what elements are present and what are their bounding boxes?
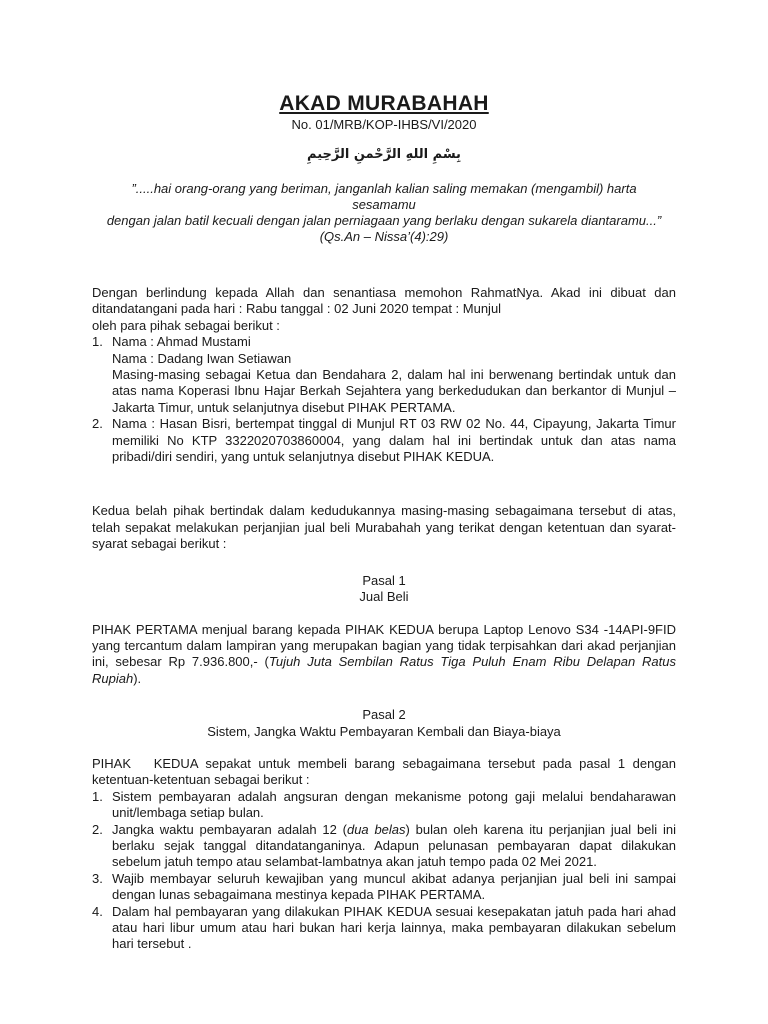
pasal-1-amount-words: Tujuh Juta Sembilan Ratus Tiga Puluh Enam Ribu Delapan Ratus Rupiah [92, 654, 676, 686]
bismillah-text: بِسْمِ اللهِ الرَّحْمنِ الرَّحِيمِ [307, 147, 461, 162]
pasal-1-text [92, 622, 676, 688]
item-number: 1. [92, 788, 103, 804]
item-text: Sistem pembayaran adalah angsuran dengan mekanisme potong gaji melalui bendaharawan unit/lembaga setiap bulan. [112, 788, 676, 821]
parties-list [92, 334, 676, 465]
item-text-b: ) bulan oleh karena itu perjanjian jual beli ini berlaku sejak tanggal ditandatanganinya. Adapun pelunasan pembayaran dapat dilakukan sebelum jatuh tempo atau selambat-lambatnya akan jatuh tempo pada 02 Mei 2021. [112, 821, 676, 870]
pasal-1-title: Jual Beli [359, 589, 409, 605]
party-name-2: Nama : Dadang Iwan Setiawan [112, 350, 292, 366]
pasal-2-item-4 [92, 904, 676, 953]
document-title: AKAD MURABAHAH [279, 92, 489, 115]
item-text: Dalam hal pembayaran yang dilakukan PIHAK KEDUA sesuai kesepakatan jatuh pada hari ahad atau hari libur umum atau hari bukan hari kerja lainnya, maka pembayaran dilakukan sebelum hari tersebut . [112, 903, 676, 952]
opening-section [92, 285, 676, 465]
party-number: 2. [92, 416, 103, 432]
party-description: Masing-masing sebagai Ketua dan Bendahara 2, dalam hal ini berwenang bertindak untuk dan atas nama Koperasi Ibnu Hajar Berkah Sejahtera yang berkedudukan dan berkantor di Munjul – Jakarta Timur, untuk selanjutnya disebut PIHAK PERTAMA. [112, 367, 676, 415]
quote-line-1: ”.....hai orang-orang yang beriman, janganlah kalian saling memakan (mengambil) harta sesamamu [131, 181, 637, 212]
quote-source: (Qs.An – Nissa’(4):29) [319, 229, 449, 244]
pasal-1-section [92, 573, 676, 687]
parties-intro: oleh para pihak sebagai berikut : [92, 317, 280, 333]
item-text-a: Jangka waktu pembayaran adalah 12 ( [112, 821, 347, 837]
quran-quote [92, 181, 676, 245]
party-name-1: Nama : Ahmad Mustami [112, 334, 251, 350]
party-number: 1. [92, 334, 103, 350]
pasal-2-item-3 [92, 871, 676, 904]
pasal-2-title: Sistem, Jangka Waktu Pembayaran Kembali dan Biaya-biaya [207, 723, 561, 739]
item-number: 4. [92, 903, 103, 919]
party-item-2 [92, 416, 676, 465]
pasal-2-item-2 [92, 822, 676, 871]
opening-paragraph: Dengan berlindung kepada Allah dan senantiasa memohon RahmatNya. Akad ini dibuat dan ditandatangani pada hari : Rabu tanggal : 02 Juni 2020 tempat : Munjul [92, 285, 676, 317]
quote-line-2: dengan jalan batil kecuali dengan jalan perniagaan yang berlaku dengan sukarela diantaramu...” [106, 213, 662, 228]
document-number: No. 01/MRB/KOP-IHBS/VI/2020 [291, 117, 477, 132]
pasal-1-text-a: PIHAK PERTAMA menjual barang kepada PIHAK KEDUA berupa Laptop Lenovo S34 -14API-9FID yang tercantum dalam lampiran yang merupakan bagian yang tidak terpisahkan dari akad perjanjian ini, sebesar Rp 7.936.800,- ( [92, 621, 676, 670]
item-number: 3. [92, 870, 103, 886]
item-text-italic: dua belas [346, 821, 406, 837]
pasal-1-number: Pasal 1 [362, 572, 406, 588]
pasal-2-intro: PIHAK KEDUA sepakat untuk membeli barang sebagaimana tersebut pada pasal 1 dengan ketentuan-ketentuan sebagai berikut : [92, 755, 680, 788]
document-header [92, 92, 676, 163]
item-text: Wajib membayar seluruh kewajiban yang muncul akibat adanya perjanjian jual beli ini sampai dengan lunas sebagaimana mestinya kepada PIHAK PERTAMA. [112, 870, 676, 903]
party-description: Nama : Hasan Bisri, bertempat tinggal di Munjul RT 03 RW 02 No. 44, Cipayung, Jakarta Timur memiliki No KTP 3322020703860004, yang dalam hal ini bertindak untuk dan atas nama pribadi/diri sendiri, yang untuk selanjutnya disebut PIHAK KEDUA. [112, 416, 676, 465]
item-number: 2. [92, 821, 103, 837]
pasal-1-text-b: ). [133, 670, 142, 686]
party-item-1 [92, 334, 676, 416]
agreement-intro: Kedua belah pihak bertindak dalam kedudukannya masing-masing sebagaimana tersebut di atas, telah sepakat melakukan perjanjian jual beli Murabahah yang terikat dengan ketentuan dan syarat-syarat sebagai berikut : [92, 503, 676, 552]
pasal-2-list [92, 789, 676, 953]
pasal-2-number: Pasal 2 [362, 707, 406, 723]
pasal-2-item-1 [92, 789, 676, 822]
pasal-2-section [92, 707, 680, 953]
